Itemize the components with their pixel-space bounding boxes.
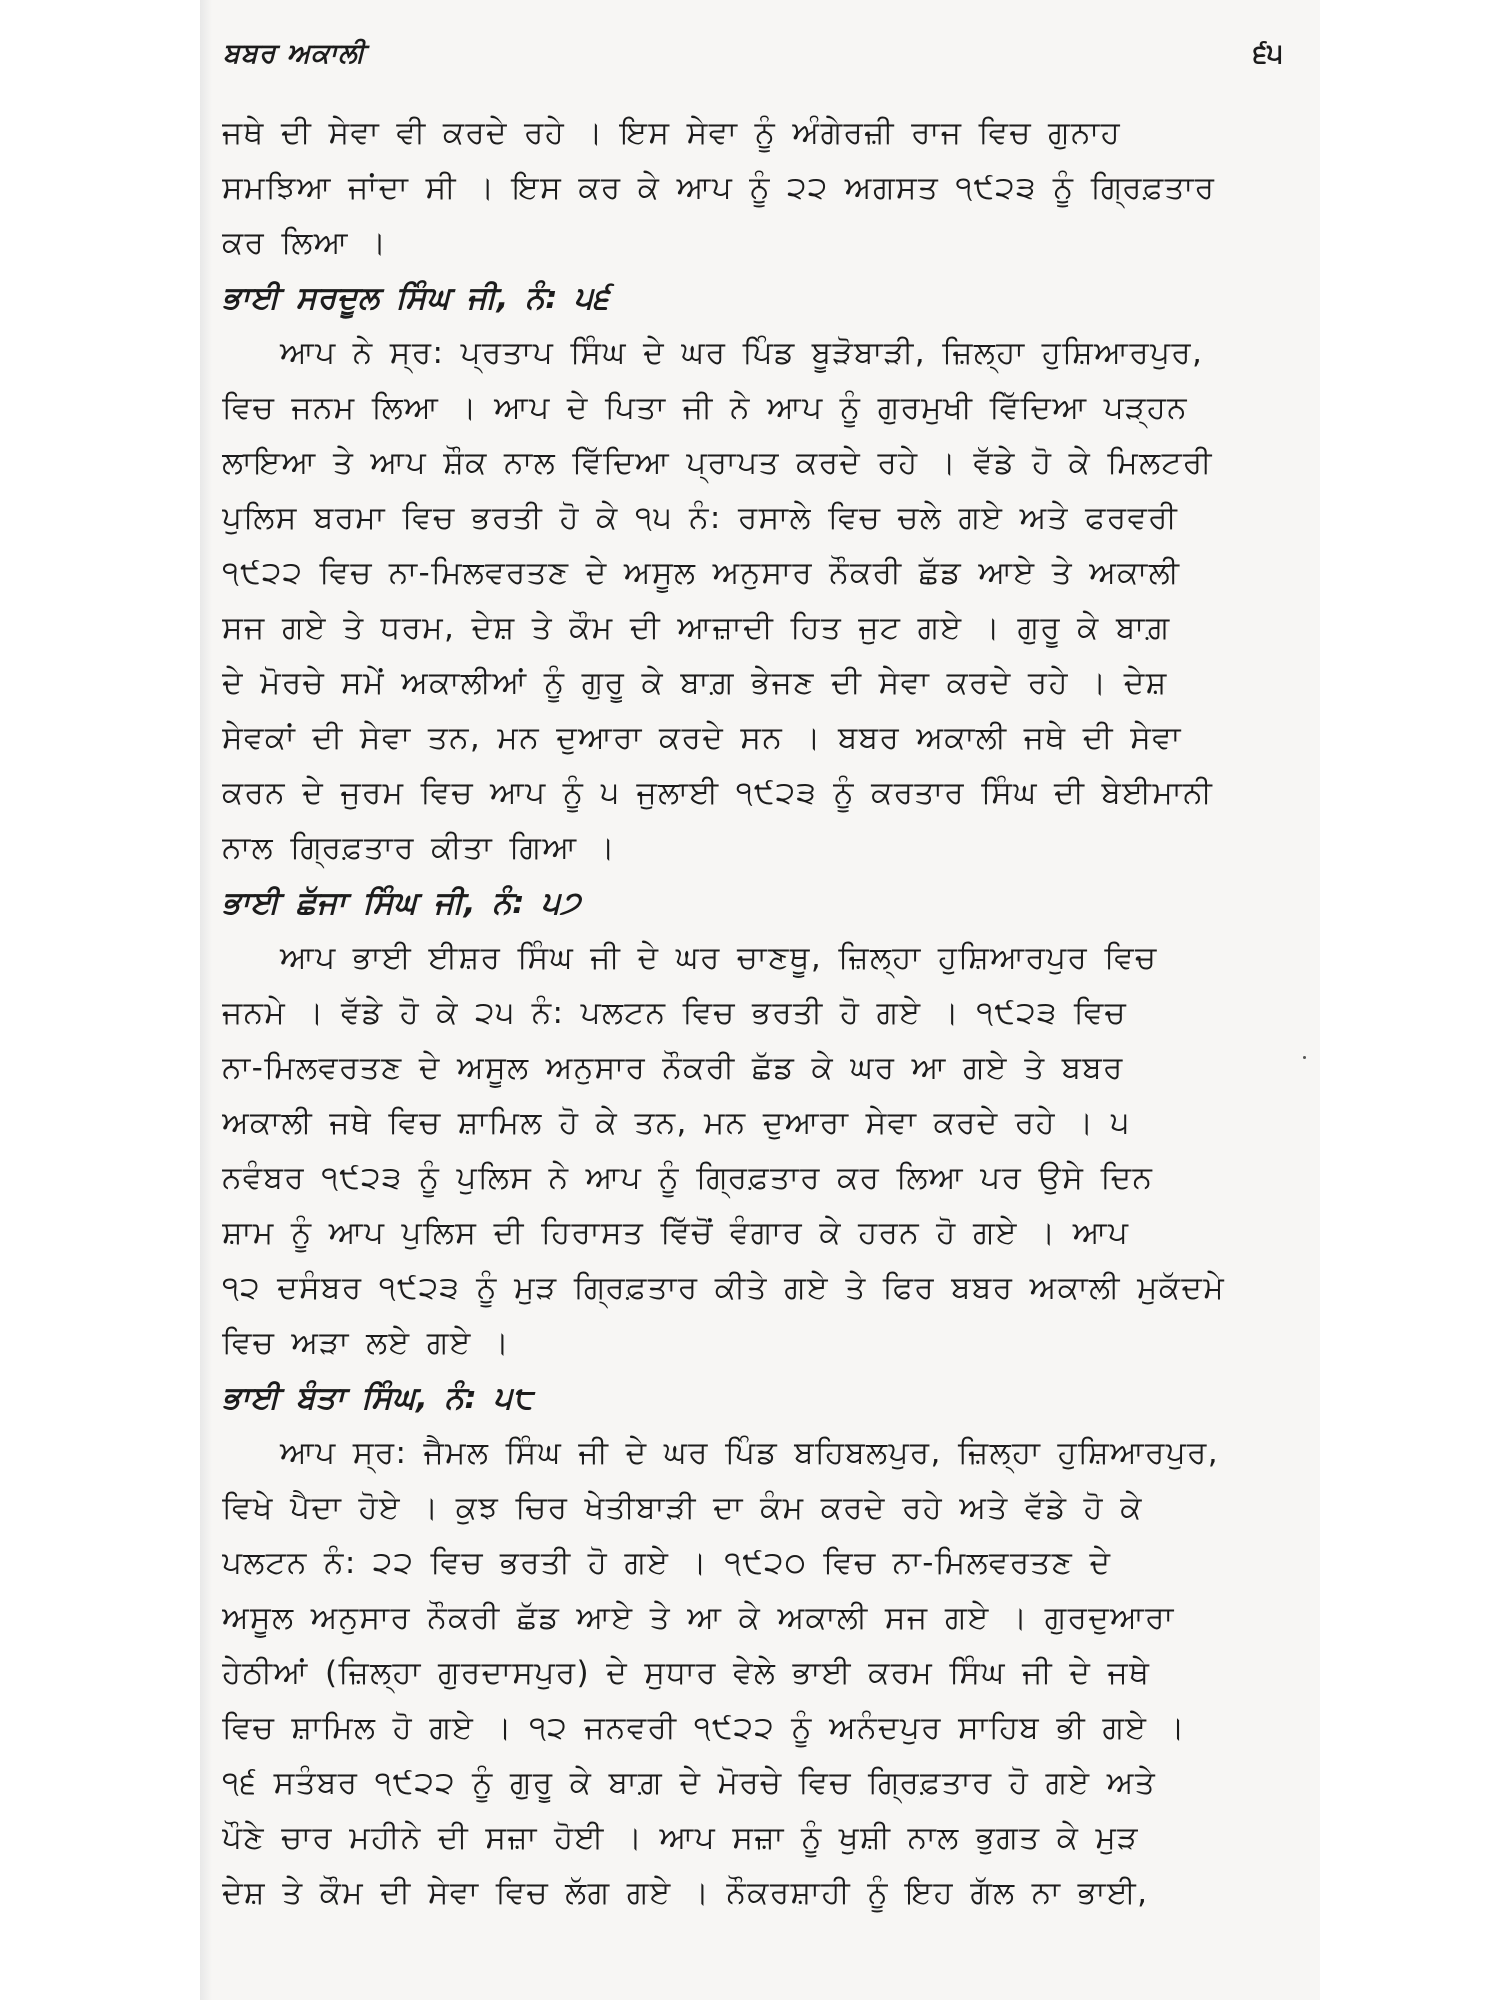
text-line: ਪੌਣੇ ਚਾਰ ਮਹੀਨੇ ਦੀ ਸਜ਼ਾ ਹੋਈ । ਆਪ ਸਜ਼ਾ ਨੂੰ ਖੁਸ਼ੀ ਨਾਲ ਭੁਗਤ ਕੇ ਮੁੜ — [222, 1820, 1139, 1856]
text-line: ਵਿਚ ਜਨਮ ਲਿਆ । ਆਪ ਦੇ ਪਿਤਾ ਜੀ ਨੇ ਆਪ ਨੂੰ ਗੁਰਮੁਖੀ ਵਿੱਦਿਆ ਪੜ੍ਹਨ — [222, 390, 1188, 426]
text-line: ਵਿਖੇ ਪੈਦਾ ਹੋਏ । ਕੁਝ ਚਿਰ ਖੇਤੀਬਾੜੀ ਦਾ ਕੰਮ ਕਰਦੇ ਰਹੇ ਅਤੇ ਵੱਡੇ ਹੋ ਕੇ — [222, 1490, 1143, 1526]
text-line: ਹੇਠੀਆਂ (ਜ਼ਿਲ੍ਹਾ ਗੁਰਦਾਸਪੁਰ) ਦੇ ਸੁਧਾਰ ਵੇਲੇ ਭਾਈ ਕਰਮ ਸਿੰਘ ਜੀ ਦੇ ਜਥੇ — [222, 1655, 1151, 1691]
section-heading-sardul-singh: ਭਾਈ ਸਰਦੂਲ ਸਿੰਘ ਜੀ, ਨੰ: ੫੬ — [222, 280, 610, 316]
text-line: ੧੯੨੨ ਵਿਚ ਨਾ-ਮਿਲਵਰਤਣ ਦੇ ਅਸੂਲ ਅਨੁਸਾਰ ਨੌਕਰੀ ਛੱਡ ਆਏ ਤੇ ਅਕਾਲੀ — [222, 555, 1181, 591]
text-line: ਅਕਾਲੀ ਜਥੇ ਵਿਚ ਸ਼ਾਮਿਲ ਹੋ ਕੇ ਤਨ, ਮਨ ਦੁਆਰਾ ਸੇਵਾ ਕਰਦੇ ਰਹੇ । ੫ — [222, 1105, 1131, 1141]
running-title: ਬਬਰ ਅਕਾਲੀ — [223, 38, 366, 69]
paragraph-first-line: ਆਪ ਸ੍ਰ: ਜੈਮਲ ਸਿੰਘ ਜੀ ਦੇ ਘਰ ਪਿੰਡ ਬਹਿਬਲਪੁਰ, ਜ਼ਿਲ੍ਹਾ ਹੁਸ਼ਿਆਰਪੁਰ, — [280, 1435, 1220, 1471]
text-line: ਸਮਝਿਆ ਜਾਂਦਾ ਸੀ । ਇਸ ਕਰ ਕੇ ਆਪ ਨੂੰ ੨੨ ਅਗਸਤ ੧੯੨੩ ਨੂੰ ਗ੍ਰਿਫ਼ਤਾਰ — [222, 170, 1216, 206]
text-line: ਜਨਮੇ । ਵੱਡੇ ਹੋ ਕੇ ੨੫ ਨੰ: ਪਲਟਨ ਵਿਚ ਭਰਤੀ ਹੋ ਗਏ । ੧੯੨੩ ਵਿਚ — [222, 995, 1127, 1031]
paragraph-first-line: ਆਪ ਨੇ ਸ੍ਰ: ਪ੍ਰਤਾਪ ਸਿੰਘ ਦੇ ਘਰ ਪਿੰਡ ਬੂੜੋਬਾੜੀ, ਜ਼ਿਲ੍ਹਾ ਹੁਸ਼ਿਆਰਪੁਰ, — [280, 335, 1204, 371]
text-line: ਸ਼ਾਮ ਨੂੰ ਆਪ ਪੁਲਿਸ ਦੀ ਹਿਰਾਸਤ ਵਿੱਚੋਂ ਵੰਗਾਰ ਕੇ ਹਰਨ ਹੋ ਗਏ । ਆਪ — [222, 1215, 1130, 1251]
section-heading-chhajja-singh: ਭਾਈ ਛੱਜਾ ਸਿੰਘ ਜੀ, ਨੰ: ੫੭ — [222, 885, 581, 921]
text-line: ਸੇਵਕਾਂ ਦੀ ਸੇਵਾ ਤਨ, ਮਨ ਦੁਆਰਾ ਕਰਦੇ ਸਨ । ਬਬਰ ਅਕਾਲੀ ਜਥੇ ਦੀ ਸੇਵਾ — [222, 720, 1182, 756]
page-body — [222, 106, 1284, 1921]
page-edge-shadow — [200, 0, 212, 2000]
text-line: ੧੨ ਦਸੰਬਰ ੧੯੨੩ ਨੂੰ ਮੁੜ ਗ੍ਰਿਫ਼ਤਾਰ ਕੀਤੇ ਗਏ ਤੇ ਫਿਰ ਬਬਰ ਅਕਾਲੀ ਮੁਕੱਦਮੇ — [222, 1270, 1226, 1306]
section-heading-banta-singh: ਭਾਈ ਬੰਤਾ ਸਿੰਘ, ਨੰ: ੫੮ — [222, 1380, 534, 1416]
text-line: ਦੇ ਮੋਰਚੇ ਸਮੇਂ ਅਕਾਲੀਆਂ ਨੂੰ ਗੁਰੂ ਕੇ ਬਾਗ਼ ਭੇਜਣ ਦੀ ਸੇਵਾ ਕਰਦੇ ਰਹੇ । ਦੇਸ਼ — [222, 665, 1168, 701]
page-number: ੬੫ — [1253, 38, 1283, 69]
text-line: ਲਾਇਆ ਤੇ ਆਪ ਸ਼ੌਕ ਨਾਲ ਵਿੱਦਿਆ ਪ੍ਰਾਪਤ ਕਰਦੇ ਰਹੇ । ਵੱਡੇ ਹੋ ਕੇ ਮਿਲਟਰੀ — [222, 445, 1213, 481]
text-line: ਨਵੰਬਰ ੧੯੨੩ ਨੂੰ ਪੁਲਿਸ ਨੇ ਆਪ ਨੂੰ ਗ੍ਰਿਫ਼ਤਾਰ ਕਰ ਲਿਆ ਪਰ ਉਸੇ ਦਿਨ — [222, 1160, 1154, 1196]
text-line: ਅਸੂਲ ਅਨੁਸਾਰ ਨੌਕਰੀ ਛੱਡ ਆਏ ਤੇ ਆ ਕੇ ਅਕਾਲੀ ਸਜ ਗਏ । ਗੁਰਦੁਆਰਾ — [222, 1600, 1175, 1636]
text-line: ਪੁਲਿਸ ਬਰਮਾ ਵਿਚ ਭਰਤੀ ਹੋ ਕੇ ੧੫ ਨੰ: ਰਸਾਲੇ ਵਿਚ ਚਲੇ ਗਏ ਅਤੇ ਫਰਵਰੀ — [222, 500, 1179, 536]
text-line: ਸਜ ਗਏ ਤੇ ਧਰਮ, ਦੇਸ਼ ਤੇ ਕੌਮ ਦੀ ਆਜ਼ਾਦੀ ਹਿਤ ਜੁਟ ਗਏ । ਗੁਰੂ ਕੇ ਬਾਗ਼ — [222, 610, 1171, 646]
text-line: ਵਿਚ ਸ਼ਾਮਿਲ ਹੋ ਗਏ । ੧੨ ਜਨਵਰੀ ੧੯੨੨ ਨੂੰ ਅਨੰਦਪੁਰ ਸਾਹਿਬ ਭੀ ਗਏ । — [222, 1710, 1186, 1746]
text-line: ਜਥੇ ਦੀ ਸੇਵਾ ਵੀ ਕਰਦੇ ਰਹੇ । ਇਸ ਸੇਵਾ ਨੂੰ ਅੰਗੇਰਜ਼ੀ ਰਾਜ ਵਿਚ ਗੁਨਾਹ — [222, 115, 1122, 151]
text-line: ਵਿਚ ਅੜਾ ਲਏ ਗਏ । — [222, 1325, 511, 1361]
page-header — [223, 38, 1283, 78]
text-line: ਨਾ-ਮਿਲਵਰਤਣ ਦੇ ਅਸੂਲ ਅਨੁਸਾਰ ਨੌਕਰੀ ਛੱਡ ਕੇ ਘਰ ਆ ਗਏ ਤੇ ਬਬਰ — [222, 1050, 1124, 1086]
text-line: ਨਾਲ ਗ੍ਰਿਫ਼ਤਾਰ ਕੀਤਾ ਗਿਆ । — [222, 830, 617, 866]
text-line: ਕਰਨ ਦੇ ਜੁਰਮ ਵਿਚ ਆਪ ਨੂੰ ੫ ਜੁਲਾਈ ੧੯੨੩ ਨੂੰ ਕਰਤਾਰ ਸਿੰਘ ਦੀ ਬੇਈਮਾਨੀ — [222, 775, 1214, 811]
print-speck — [1303, 1056, 1306, 1059]
text-line: ੧੬ ਸਤੰਬਰ ੧੯੨੨ ਨੂੰ ਗੁਰੂ ਕੇ ਬਾਗ਼ ਦੇ ਮੋਰਚੇ ਵਿਚ ਗ੍ਰਿਫ਼ਤਾਰ ਹੋ ਗਏ ਅਤੇ — [222, 1765, 1157, 1801]
text-line: ਦੇਸ਼ ਤੇ ਕੌਮ ਦੀ ਸੇਵਾ ਵਿਚ ਲੱਗ ਗਏ । ਨੌਕਰਸ਼ਾਹੀ ਨੂੰ ਇਹ ਗੱਲ ਨਾ ਭਾਈ, — [222, 1875, 1149, 1911]
paragraph-first-line: ਆਪ ਭਾਈ ਈਸ਼ਰ ਸਿੰਘ ਜੀ ਦੇ ਘਰ ਚਾਣਥੂ, ਜ਼ਿਲ੍ਹਾ ਹੁਸ਼ਿਆਰਪੁਰ ਵਿਚ — [280, 940, 1158, 976]
text-line: ਕਰ ਲਿਆ । — [222, 225, 388, 261]
text-line: ਪਲਟਨ ਨੰ: ੨੨ ਵਿਚ ਭਰਤੀ ਹੋ ਗਏ । ੧੯੨੦ ਵਿਚ ਨਾ-ਮਿਲਵਰਤਣ ਦੇ — [222, 1545, 1112, 1581]
